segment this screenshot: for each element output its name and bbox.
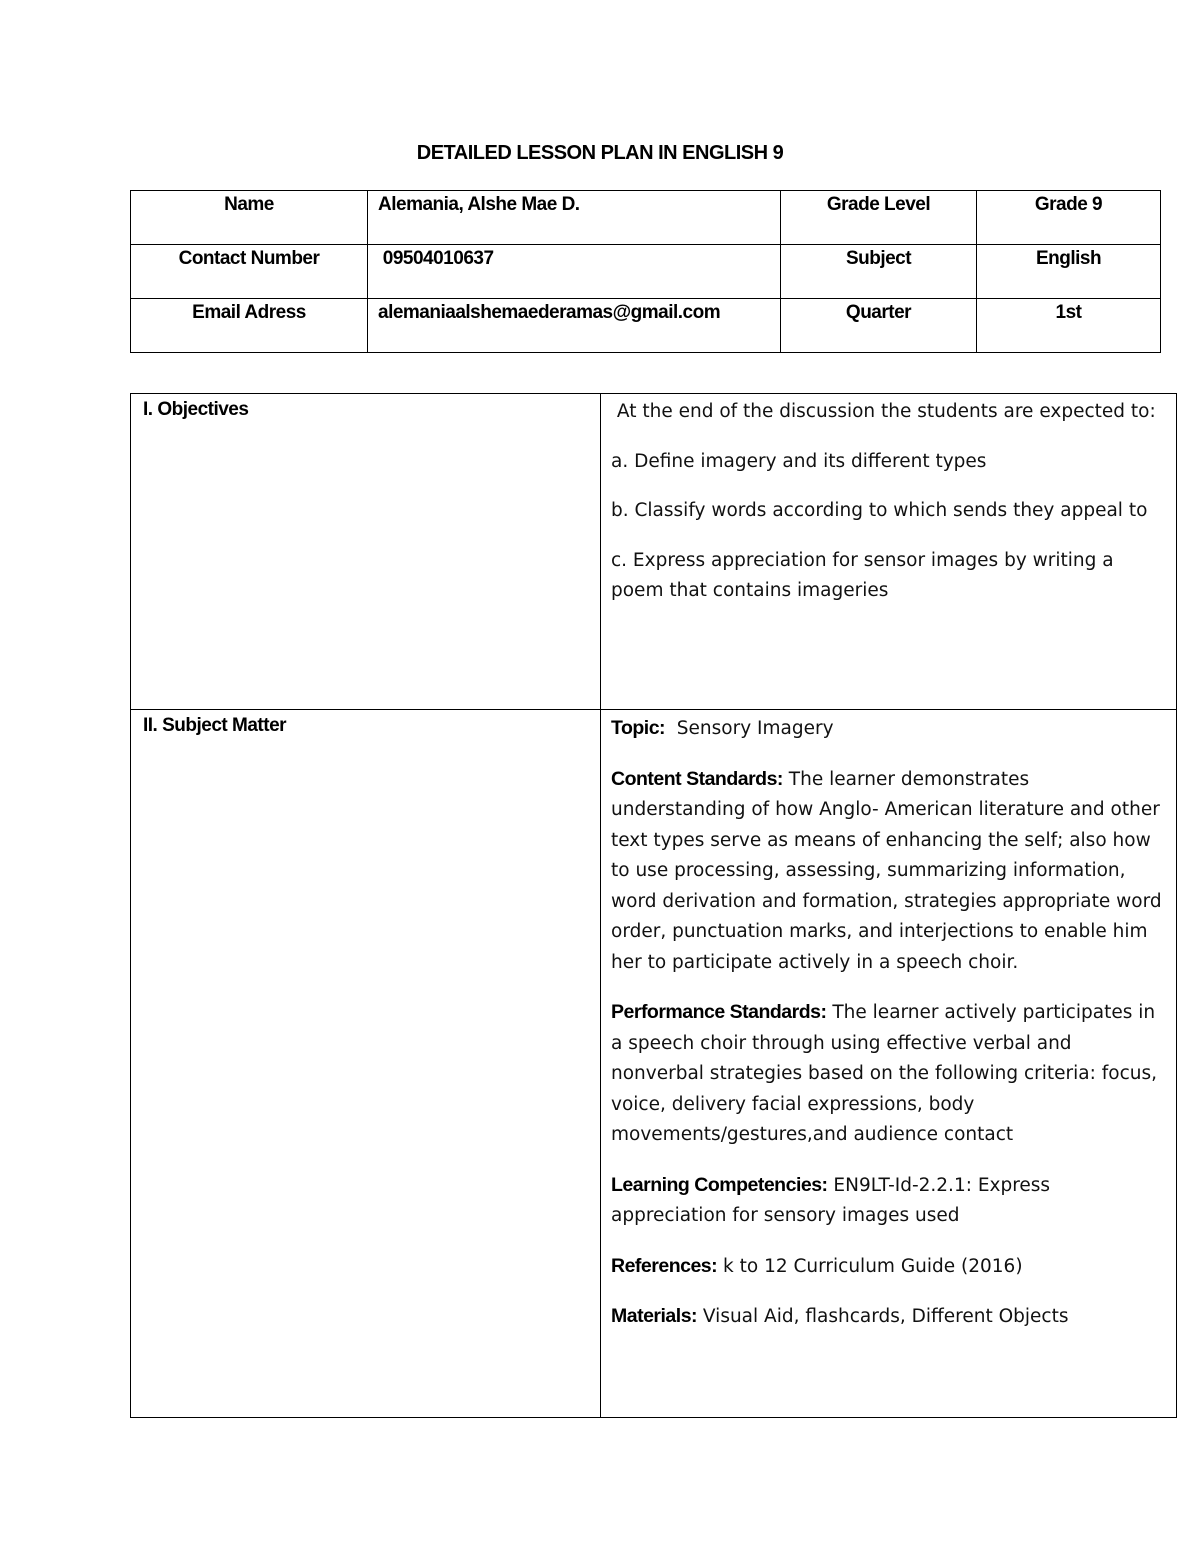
objectives-intro: At the end of the discussion the students are expected to: bbox=[611, 401, 1156, 422]
subject-value: English bbox=[977, 245, 1161, 299]
email-label: Email Adress bbox=[131, 299, 368, 353]
grade-level-label: Grade Level bbox=[781, 191, 977, 245]
performance-standards bbox=[611, 997, 1168, 1151]
name-label: Name bbox=[131, 191, 368, 245]
page-title: DETAILED LESSON PLAN IN ENGLISH 9 bbox=[416, 142, 784, 164]
lesson-plan-table bbox=[130, 393, 1177, 1418]
content-standards bbox=[611, 764, 1168, 979]
topic-value: Sensory Imagery bbox=[665, 718, 834, 739]
email-value: alemaniaalshemaederamas@gmail.com bbox=[368, 299, 781, 353]
topic-line bbox=[611, 713, 1168, 745]
objective-item: c. Express appreciation for sensor images by writing a poem that contains imageries bbox=[611, 549, 1114, 601]
objectives-heading: I. Objectives bbox=[131, 394, 601, 710]
subject-matter-heading: II. Subject Matter bbox=[131, 710, 601, 1418]
grade-level-value: Grade 9 bbox=[977, 191, 1161, 245]
learning-competencies-value: EN9LT-Id-2.2.1: Express appreciation for sensory images used bbox=[611, 1174, 1051, 1226]
objective-item: b. Classify words according to which sends they appeal to bbox=[611, 500, 1148, 521]
table-row bbox=[131, 245, 1161, 299]
subject-matter-content bbox=[601, 710, 1177, 1418]
learning-competencies bbox=[611, 1170, 1168, 1232]
quarter-value: 1st bbox=[977, 299, 1161, 353]
materials bbox=[611, 1301, 1168, 1333]
table-row bbox=[131, 191, 1161, 245]
performance-standards-value: The learner actively participates in a speech choir through using effective verbal and nonverbal strategies based on the following criteria: focus, voice, delivery facial expressions, body movements/gestures,and audience contact bbox=[611, 1002, 1157, 1145]
subject-label: Subject bbox=[781, 245, 977, 299]
teacher-info-table bbox=[130, 190, 1161, 353]
references-value: k to 12 Curriculum Guide (2016) bbox=[717, 1255, 1023, 1277]
topic-label: Topic: bbox=[611, 717, 666, 739]
performance-standards-label: Performance Standards: bbox=[611, 1001, 827, 1023]
subject-matter-row bbox=[131, 710, 1177, 1418]
objectives-content bbox=[601, 394, 1177, 710]
content-standards-label: Content Standards: bbox=[611, 767, 783, 790]
references-label: References: bbox=[611, 1254, 718, 1277]
learning-competencies-label: Learning Competencies: bbox=[611, 1173, 828, 1196]
objectives-row bbox=[131, 394, 1177, 710]
materials-label: Materials: bbox=[611, 1305, 698, 1327]
contact-number-label: Contact Number bbox=[131, 245, 368, 299]
content-standards-value: The learner demonstrates understanding of how Anglo- American literature and other text types serve as means of enhancing the self; also how to use processing, assessing, summarizing information, word derivation and formation, strategies appropriate word order, punctuation marks, and interjections to enable him her to participate actively in a speech choir. bbox=[611, 768, 1162, 973]
materials-value: Visual Aid, flashcards, Different Objects bbox=[697, 1306, 1069, 1327]
quarter-label: Quarter bbox=[781, 299, 977, 353]
table-row bbox=[131, 299, 1161, 353]
contact-number-value: 09504010637 bbox=[368, 245, 781, 299]
objective-item: a. Define imagery and its different types bbox=[611, 450, 987, 472]
name-value: Alemania, Alshe Mae D. bbox=[368, 191, 781, 245]
references bbox=[611, 1251, 1168, 1283]
